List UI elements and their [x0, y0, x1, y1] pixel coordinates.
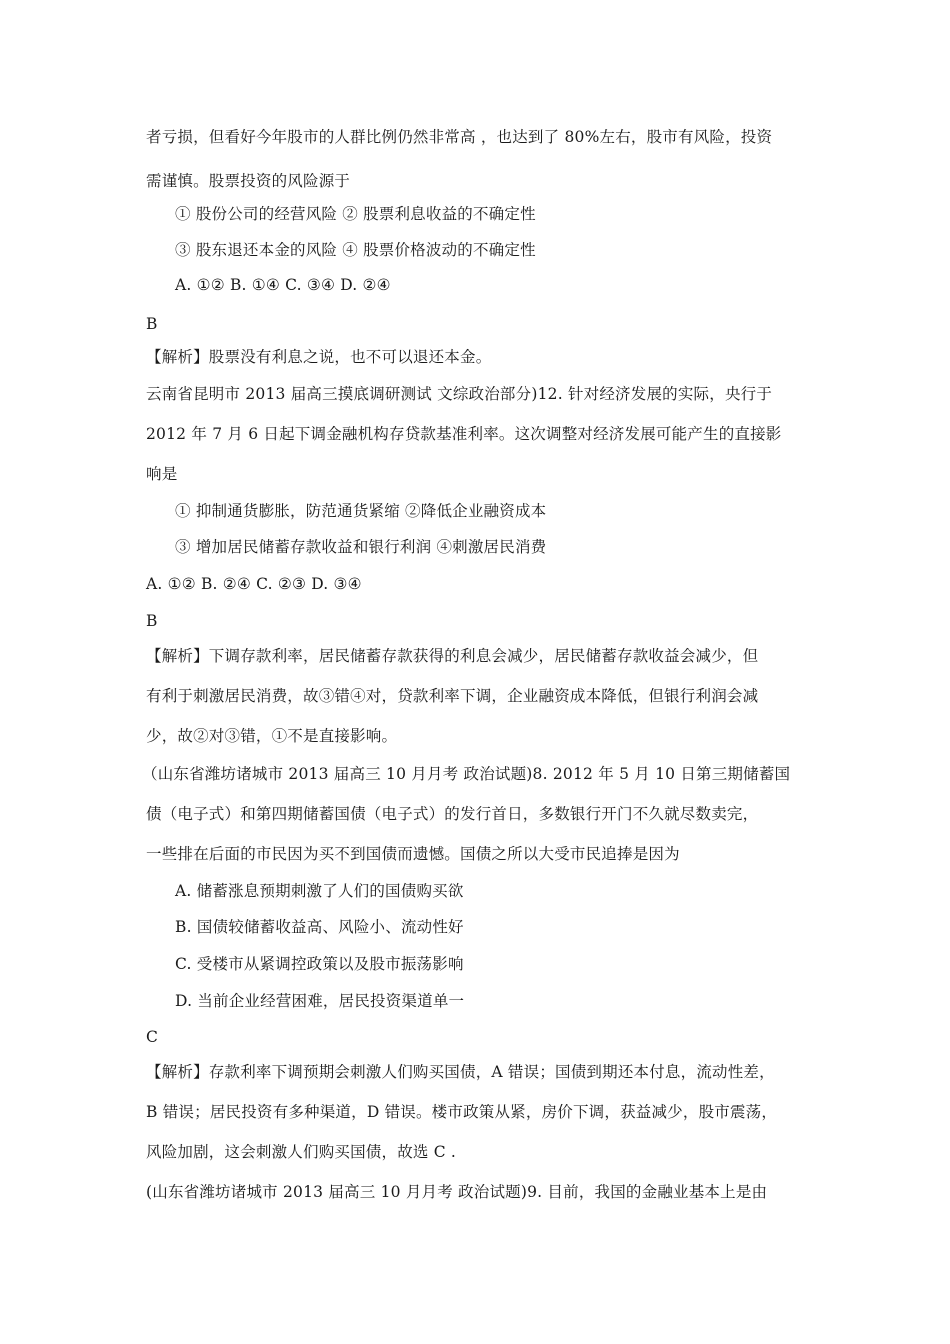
option-line: A. 储蓄涨息预期刺激了人们的国债购买欲 — [175, 882, 464, 900]
question-line: 债（电子式）和第四期储蓄国债（电子式）的发行首日，多数银行开门不久就尽数卖完， — [146, 805, 759, 823]
question-line: （山东省潍坊诸城市 2013 届高三 10 月月考 政治试题)8. 2012 年 5 月 10 日第三期储蓄国 — [142, 765, 791, 783]
option-line: ③ 增加居民储蓄存款收益和银行利润 ④刺激居民消费 — [175, 538, 547, 556]
answer-choices: A. ①② B. ①④ C. ③④ D. ②④ — [175, 276, 391, 294]
option-line: ① 抑制通货膨胀，防范通货紧缩 ②降低企业融资成本 — [175, 502, 547, 520]
analysis: 有利于刺激居民消费，故③错④对，贷款利率下调，企业融资成本降低，但银行利润会减 — [146, 687, 759, 705]
question-line: 2012 年 7 月 6 日起下调金融机构存贷款基准利率。这次调整对经济发展可能产生的直接影 — [146, 425, 782, 443]
option-line: C. 受楼市从紧调控政策以及股市振荡影响 — [175, 955, 464, 973]
answer-choices: A. ①② B. ②④ C. ②③ D. ③④ — [146, 575, 362, 593]
option-line: ① 股份公司的经营风险 ② 股票利息收益的不确定性 — [175, 205, 536, 223]
option-line: B. 国债较储蓄收益高、风险小、流动性好 — [175, 918, 464, 936]
text-line: 需谨慎。股票投资的风险源于 — [146, 172, 351, 190]
analysis: B 错误；居民投资有多种渠道，D 错误。楼市政策从紧，房价下调，获益减少，股市震荡， — [146, 1103, 778, 1121]
question-line: 响是 — [146, 465, 178, 483]
answer: B — [146, 315, 158, 333]
text-line: 者亏损，但看好今年股市的人群比例仍然非常高 ，也达到了 80%左右，股市有风险，投资 — [146, 128, 773, 146]
question-line: 云南省昆明市 2013 届高三摸底调研测试 文综政治部分)12. 针对经济发展的实际，央行于 — [146, 385, 773, 403]
analysis: 【解析】股票没有利息之说，也不可以退还本金。 — [146, 348, 492, 366]
analysis: 【解析】下调存款利率，居民储蓄存款获得的利息会减少，居民储蓄存款收益会减少，但 — [146, 647, 759, 665]
analysis: 风险加剧，这会刺激人们购买国债，故选 C . — [146, 1143, 457, 1161]
analysis: 少，故②对③错，①不是直接影响。 — [146, 727, 398, 745]
question-line: (山东省潍坊诸城市 2013 届高三 10 月月考 政治试题)9. 目前，我国的金融业基本上是由 — [146, 1183, 768, 1201]
answer: B — [146, 612, 158, 630]
answer: C — [146, 1028, 159, 1046]
option-line: D. 当前企业经营困难，居民投资渠道单一 — [175, 992, 465, 1010]
option-line: ③ 股东退还本金的风险 ④ 股票价格波动的不确定性 — [175, 241, 536, 259]
question-line: 一些排在后面的市民因为买不到国债而遗憾。国债之所以大受市民追捧是因为 — [146, 845, 680, 863]
analysis: 【解析】存款利率下调预期会刺激人们购买国债，A 错误；国债到期还本付息，流动性差， — [146, 1063, 775, 1081]
